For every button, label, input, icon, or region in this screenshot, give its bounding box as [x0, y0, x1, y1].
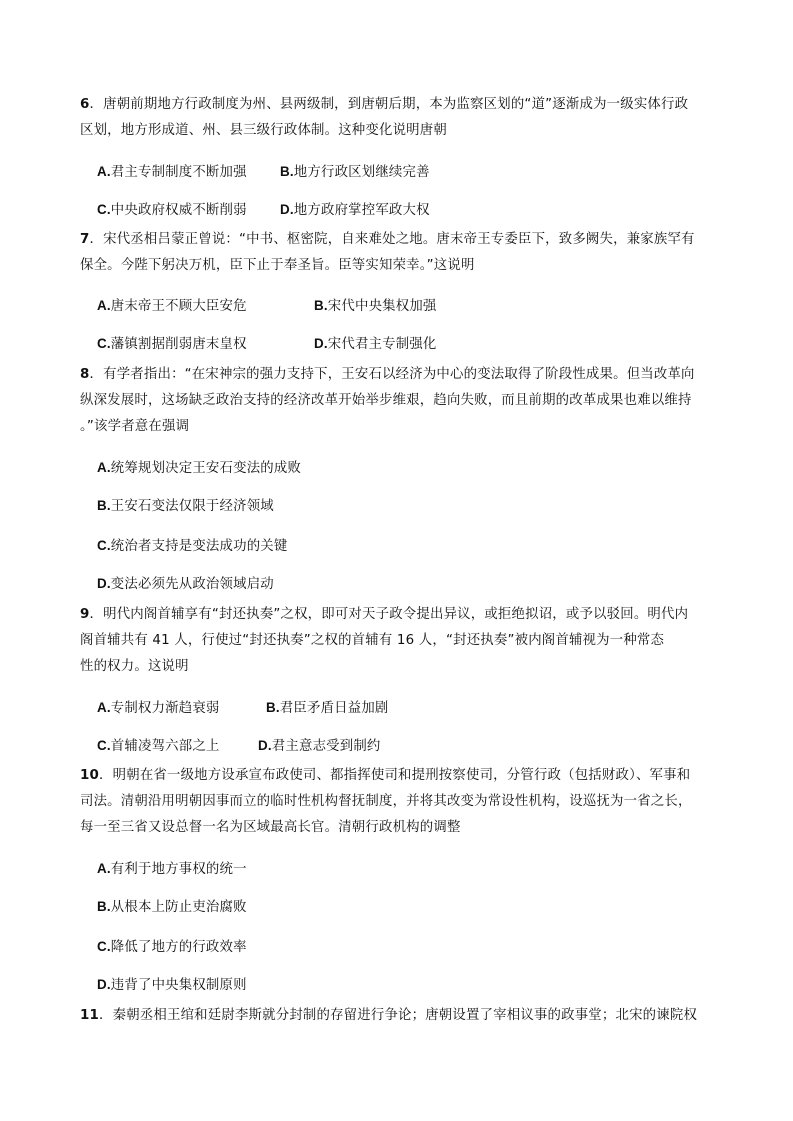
- question-6-line-1: [80, 96, 730, 114]
- question-6-option-d: D.地方政府掌控军政大权: [280, 202, 430, 218]
- question-9-line-2: 阁首辅共有 41 人，行使过“封还执奏”之权的首辅有 16 人，“封还执奏”被内阁首辅视为一种常态: [80, 633, 665, 648]
- question-10-line-2: 司法。清朝沿用明朝因事而立的临时性机构督抚制度，并将其改变为常设性机构，设巡抚为一省之长，: [80, 794, 692, 809]
- question-8-option-b: B.王安石变法仅限于经济领域: [97, 498, 274, 514]
- question-7-line-1: [80, 231, 730, 249]
- question-6-option-b: B.地方行政区划继续完善: [280, 164, 430, 180]
- question-7-option-d: D.宋代君主专制强化: [314, 336, 437, 352]
- question-10-option-d: D.违背了中央集权制原则: [97, 977, 247, 993]
- question-6-option-a: A.君主专制制度不断加强: [97, 164, 247, 180]
- question-10-option-a: A.有利于地方事权的统一: [97, 861, 247, 877]
- question-11-text-1: ．秦朝丞相王绾和廷尉李斯就分封制的存留进行争论；唐朝设置了宰相议事的政事堂；北宋的谏院权: [99, 1008, 698, 1023]
- question-9-option-c: C.首辅凌驾六部之上: [97, 738, 220, 754]
- question-8-text-1: ．有学者指出：“在宋神宗的强力支持下，王安石以经济为中心的变法取得了阶段性成果。但当改革向: [89, 367, 695, 382]
- question-9-text-1: ．明代内阁首辅享有“封还执奏”之权，即可对天子政令提出异议，或拒绝拟诏，或予以驳回。明代内: [89, 607, 689, 622]
- question-8-option-c: C.统治者支持是变法成功的关键: [97, 538, 288, 554]
- question-9-line-1: [80, 606, 730, 624]
- question-7-number: 7: [80, 232, 90, 247]
- question-9-option-a: A.专制权力渐趋衰弱: [97, 700, 220, 716]
- question-7-text-1: ．宋代丞相吕蒙正曾说：“中书、枢密院，自来难处之地。唐末帝王专委臣下，致多阙失，兼家族罕有: [89, 232, 695, 247]
- question-11-number: 11: [80, 1008, 100, 1023]
- question-9-option-b: B.君臣矛盾日益加剧: [266, 700, 389, 716]
- question-8-line-1: [80, 366, 730, 384]
- question-6-option-c: C.中央政府权威不断削弱: [97, 202, 247, 218]
- question-7-line-2: 保全。今陛下躬决万机，臣下止于奉圣旨。臣等实知荣幸。”这说明: [80, 258, 475, 273]
- question-10-line-3: 每一至三省又设总督一名为区域最高长官。清朝行政机构的调整: [80, 820, 461, 835]
- question-7-option-b: B.宋代中央集权加强: [314, 298, 437, 314]
- question-8-option-a: A.统筹规划决定王安石变法的成败: [97, 460, 302, 476]
- question-10-text-1: ．明朝在省一级地方设承宣布政使司、都指挥使司和提刑按察使司，分管行政（包括财政）、军事和: [99, 768, 691, 783]
- question-9-option-d: D.君主意志受到制约: [258, 738, 381, 754]
- question-7-option-c: C.藩镇割据削弱唐末皇权: [97, 336, 247, 352]
- question-8-number: 8: [80, 367, 90, 382]
- question-8-option-d: D.变法必须先从政治领域启动: [97, 576, 274, 592]
- question-10-line-1: [80, 767, 730, 785]
- question-9-number: 9: [80, 607, 90, 622]
- question-10-number: 10: [80, 768, 100, 783]
- question-11-line-1: [80, 1007, 730, 1025]
- question-9-line-3: 性的权力。这说明: [80, 659, 189, 674]
- question-8-line-2: 纵深发展时，这场缺乏政治支持的经济改革开始举步维艰，趋向失败，而且前期的改革成果也难以维持: [80, 393, 692, 408]
- question-10-option-c: C.降低了地方的行政效率: [97, 939, 247, 955]
- question-6-number: 6: [80, 97, 90, 112]
- question-6-text-1: ．唐朝前期地方行政制度为州、县两级制，到唐朝后期，本为监察区划的“道”逐渐成为一级实体行政: [89, 97, 689, 112]
- question-8-line-3: 。”该学者意在强调: [80, 419, 190, 434]
- question-6-line-2: 区划，地方形成道、州、县三级行政体制。这种变化说明唐朝: [80, 123, 447, 138]
- question-7-option-a: A.唐末帝王不顾大臣安危: [97, 298, 247, 314]
- question-10-option-b: B.从根本上防止吏治腐败: [97, 899, 247, 915]
